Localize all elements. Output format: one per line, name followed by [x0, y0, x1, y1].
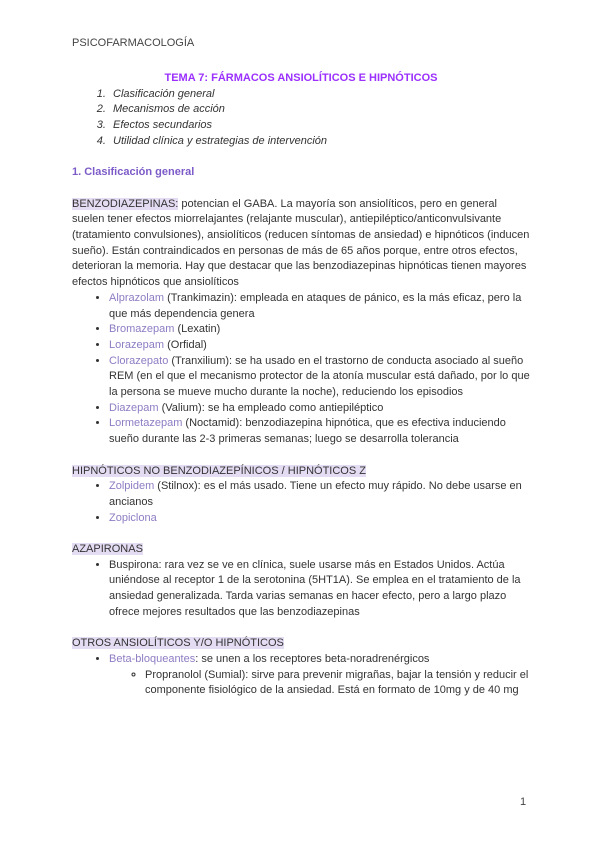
drug-description: (Noctamid): benzodiazepina hipnótica, que es efectiva induciendo sueño durante las 2-3 primeras semanas; luego se desarrolla tolerancia [109, 417, 506, 446]
azapironas-list [72, 558, 530, 621]
z-drugs-list [72, 479, 530, 526]
running-header: PSICOFARMACOLOGÍA [72, 37, 195, 49]
drug-description: (Tranxilium): se ha usado en el trastorno de conducta asociado al sueño REM (en el que el mecanismo protector de la atonía muscular está dañado, por lo que la persona se mueve mucho durante la noche), reduciendo los episodios [109, 354, 530, 399]
drug-description: (Trankimazin): empleada en ataques de pánico, es la más eficaz, pero la que más dependencia genera [109, 291, 522, 320]
category-label: HIPNÓTICOS NO BENZODIAZEPÍNICOS / HIPNÓTICOS Z [72, 464, 366, 477]
list-item [109, 652, 530, 699]
sub-list-item: ◦ Propranolol (Sumial): sirve para prevenir migrañas, bajar la tensión y reducir el componente fisiológico de la ansiedad. Está en formato de 10mg y de 40 mg [145, 668, 530, 699]
benzo-paragraph [72, 197, 530, 291]
drug-name: Lorazepam [109, 338, 165, 351]
list-item [109, 291, 530, 322]
document-title: TEMA 7: FÁRMACOS ANSIOLÍTICOS E HIPNÓTICOS [164, 72, 438, 84]
toc-item: 2. Mecanismos de acción [109, 102, 530, 118]
list-item [109, 511, 530, 527]
drug-name: Diazepam [109, 401, 159, 414]
section-heading: 1. Clasificación general [72, 166, 195, 179]
azapironas-section [72, 542, 530, 558]
drug-name: Beta-bloqueantes [109, 652, 196, 665]
drug-description: (Valium): se ha empleado como antiepiléptico [158, 401, 384, 414]
list-item [109, 479, 530, 510]
list-item [109, 401, 530, 417]
toc-item: 1. Clasificación general [109, 87, 530, 103]
list-item [109, 416, 530, 447]
drug-name: Lormetazepam [109, 417, 183, 430]
list-item [109, 338, 530, 354]
toc-item: 4. Utilidad clínica y estrategias de intervención [109, 134, 530, 150]
drug-description: (Lexatin) [174, 323, 221, 336]
category-label: OTROS ANSIOLÍTICOS Y/O HIPNÓTICOS [72, 637, 284, 650]
drug-description: (Orfidal) [164, 338, 207, 351]
page-number: 1 [520, 796, 527, 808]
page-content [72, 71, 530, 699]
category-label: BENZODIAZEPINAS: [72, 197, 179, 210]
table-of-contents [72, 87, 530, 150]
paragraph-text: potencian el GABA. La mayoría son ansiolíticos, pero en general suelen tener efectos miorrelajantes (relajante muscular), antiepiléptico/anticonvulsivante (tratamiento convulsiones), ansiolíticos (reducen síntomas de ansiedad) e hipnóticos (inducen sueño). Están contraindicados en personas de más de 65 años porque, entre otros efectos, deterioran la memoria. Hay que destacar que las benzodiazepinas hipnóticas tienen mayores efectos hipnóticos que ansiolíticos [72, 197, 530, 289]
drug-name: Zolpidem [109, 480, 155, 493]
otros-section [72, 636, 530, 652]
drug-name: Clorazepato [109, 354, 169, 367]
z-drugs-section [72, 464, 530, 480]
list-item [109, 354, 530, 401]
list-item: • Buspirona: rara vez se ve en clínica, suele usarse más en Estados Unidos. Actúa uniéndose al receptor 1 de la serotonina (5HT1A). Se emplea en el tratamiento de la ansiedad generalizada. Tarda varias semanas en hacer efecto, pero a largo plazo ofrece mejores resultados que las benzodiazepinas [109, 558, 530, 621]
drug-name: Bromazepam [109, 323, 175, 336]
drug-name: Alprazolam [109, 291, 165, 304]
drug-name: Zopiclona [109, 511, 157, 524]
drug-description: : se unen a los receptores beta-noradrenérgicos [195, 652, 430, 665]
toc-item: 3. Efectos secundarios [109, 118, 530, 134]
benzo-list [72, 291, 530, 448]
sub-list [109, 668, 530, 699]
category-label: AZAPIRONAS [72, 543, 143, 556]
drug-description: (Stilnox): es el más usado. Tiene un efecto muy rápido. No debe usarse en ancianos [109, 480, 522, 508]
list-item [109, 322, 530, 338]
otros-list [72, 652, 530, 699]
